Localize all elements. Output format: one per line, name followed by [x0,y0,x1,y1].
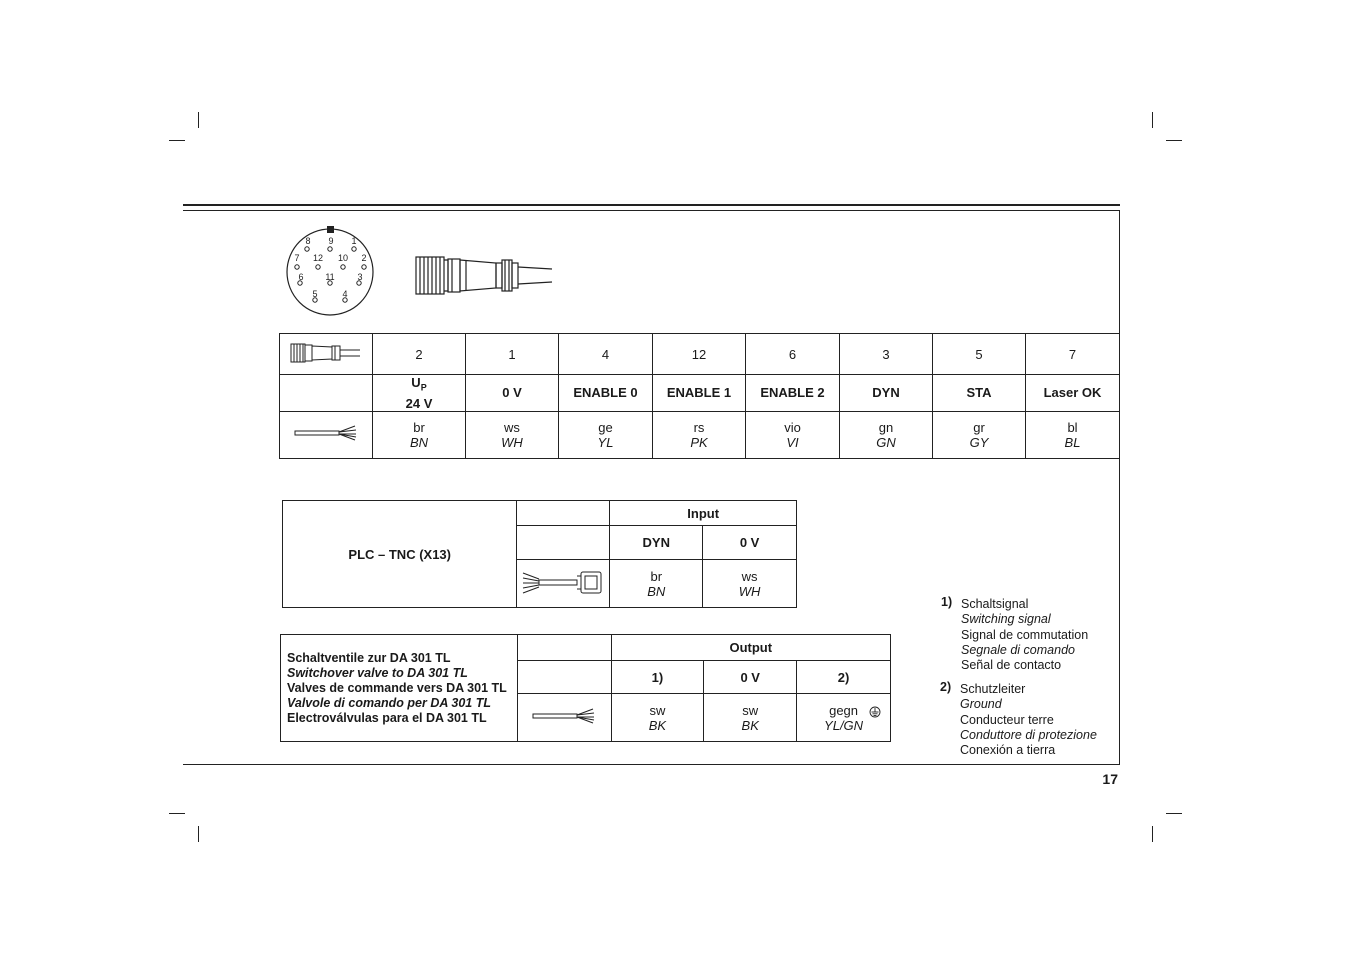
signal-name: STA [933,375,1026,412]
pin-label: 10 [337,253,349,263]
wire-color: sw BK [611,694,704,742]
wire-color-ground: gegn YL/GN [797,694,891,742]
frame-right-line [1119,210,1120,765]
pin-number: 7 [1026,334,1120,375]
cable-icon [293,424,359,442]
pin-assignment-table [279,333,1120,459]
crop-mark [1152,826,1153,842]
pin-number: 4 [559,334,653,375]
cable-icon-cell [280,411,373,458]
crop-mark [198,112,199,128]
empty-cell [517,526,610,560]
crop-mark [1166,140,1182,141]
valve-label-en: Switchover valve to DA 301 TL [287,665,468,680]
pin-label: 11 [325,272,335,282]
signal-line2: 24 V [405,395,433,411]
signal-name: DYN [610,526,703,560]
signal-name: 1) [611,661,704,694]
wire-color: sw BK [704,694,797,742]
connector-side-view [414,254,554,298]
bottom-rule [183,764,1120,765]
empty-cell [517,501,610,526]
valve-label-es: Electroválvulas para el DA 301 TL [287,710,487,725]
signal-main: U [411,375,421,390]
footnote-text: Schaltsignal Switching signal Signal de commutation Segnale di comando Señal de contacto [961,597,1089,673]
pin-number: 12 [653,334,746,375]
wire-color: vio VI [746,411,840,458]
pin-number: 6 [746,334,840,375]
signal-name: 0 V [704,661,797,694]
wire-color: gn GN [840,411,933,458]
valve-label [281,635,518,742]
output-header: Output [611,635,890,661]
pin-number: 5 [933,334,1026,375]
signal-row [280,375,1120,412]
pin-label: 7 [294,253,300,263]
wire-color: ws WH [466,411,559,458]
crop-mark [1166,813,1182,814]
wire-color: ge YL [559,411,653,458]
crop-mark [1152,112,1153,128]
signal-name: 0 V [466,375,559,412]
top-rule [183,204,1120,206]
pin-label: 5 [312,289,318,299]
input-header: Input [610,501,797,526]
signal-sub: P [420,382,427,393]
signal-name: 2) [797,661,891,694]
wire-color: ws WH [703,560,797,608]
pin-label: 6 [298,272,304,282]
signal-up-24v [373,375,466,412]
cable-with-plug-icon [521,567,605,597]
plc-input-table [282,500,797,608]
pin-number: 1 [466,334,559,375]
connector-icon [290,342,362,364]
wire-color: bl BL [1026,411,1120,458]
valve-label-it: Valvole di comando per DA 301 TL [287,695,491,710]
signal-name: ENABLE 2 [746,375,840,412]
pin-number: 2 [373,334,466,375]
wire-color-row [280,411,1120,458]
empty-cell [280,375,373,412]
cable-with-plug-icon-cell [517,560,610,608]
plc-label: PLC – TNC (X13) [283,501,517,608]
pin-label: 3 [357,272,363,282]
wire-color: br BN [610,560,703,608]
valve-label-fr: Valves de commande vers DA 301 TL [287,680,507,695]
valve-output-table [280,634,891,742]
connector-pin-diagram [282,224,382,320]
connector-icon-cell [280,334,373,375]
pin-label: 9 [328,236,334,246]
footnote-number: 2) [940,680,952,694]
empty-cell [517,661,611,694]
valve-label-de: Schaltventile zur DA 301 TL [287,650,451,665]
empty-cell [517,635,611,661]
frame-top-line [183,210,1120,211]
cable-icon-cell [517,694,611,742]
signal-name: ENABLE 1 [653,375,746,412]
footnote-number: 1) [941,595,953,609]
pin-label: 4 [342,289,348,299]
crop-mark [198,826,199,842]
wire-color: br BN [373,411,466,458]
pin-label: 2 [361,253,367,263]
pin-number-row [280,334,1120,375]
wire-color: rs PK [653,411,746,458]
cable-icon [531,707,597,725]
signal-name: Laser OK [1026,375,1120,412]
page-number: 17 [1102,771,1118,787]
ground-icon [869,706,881,718]
pin-label: 1 [351,236,357,246]
footnote-text: Schutzleiter Ground Conducteur terre Conduttore di protezione Conexión a tierra [960,682,1097,758]
pin-label: 12 [312,253,324,263]
pin-number: 3 [840,334,933,375]
crop-mark [169,813,185,814]
pin-label: 8 [305,236,311,246]
signal-name: DYN [840,375,933,412]
wire-color: gr GY [933,411,1026,458]
signal-name: 0 V [703,526,797,560]
signal-name: ENABLE 0 [559,375,653,412]
crop-mark [169,140,185,141]
